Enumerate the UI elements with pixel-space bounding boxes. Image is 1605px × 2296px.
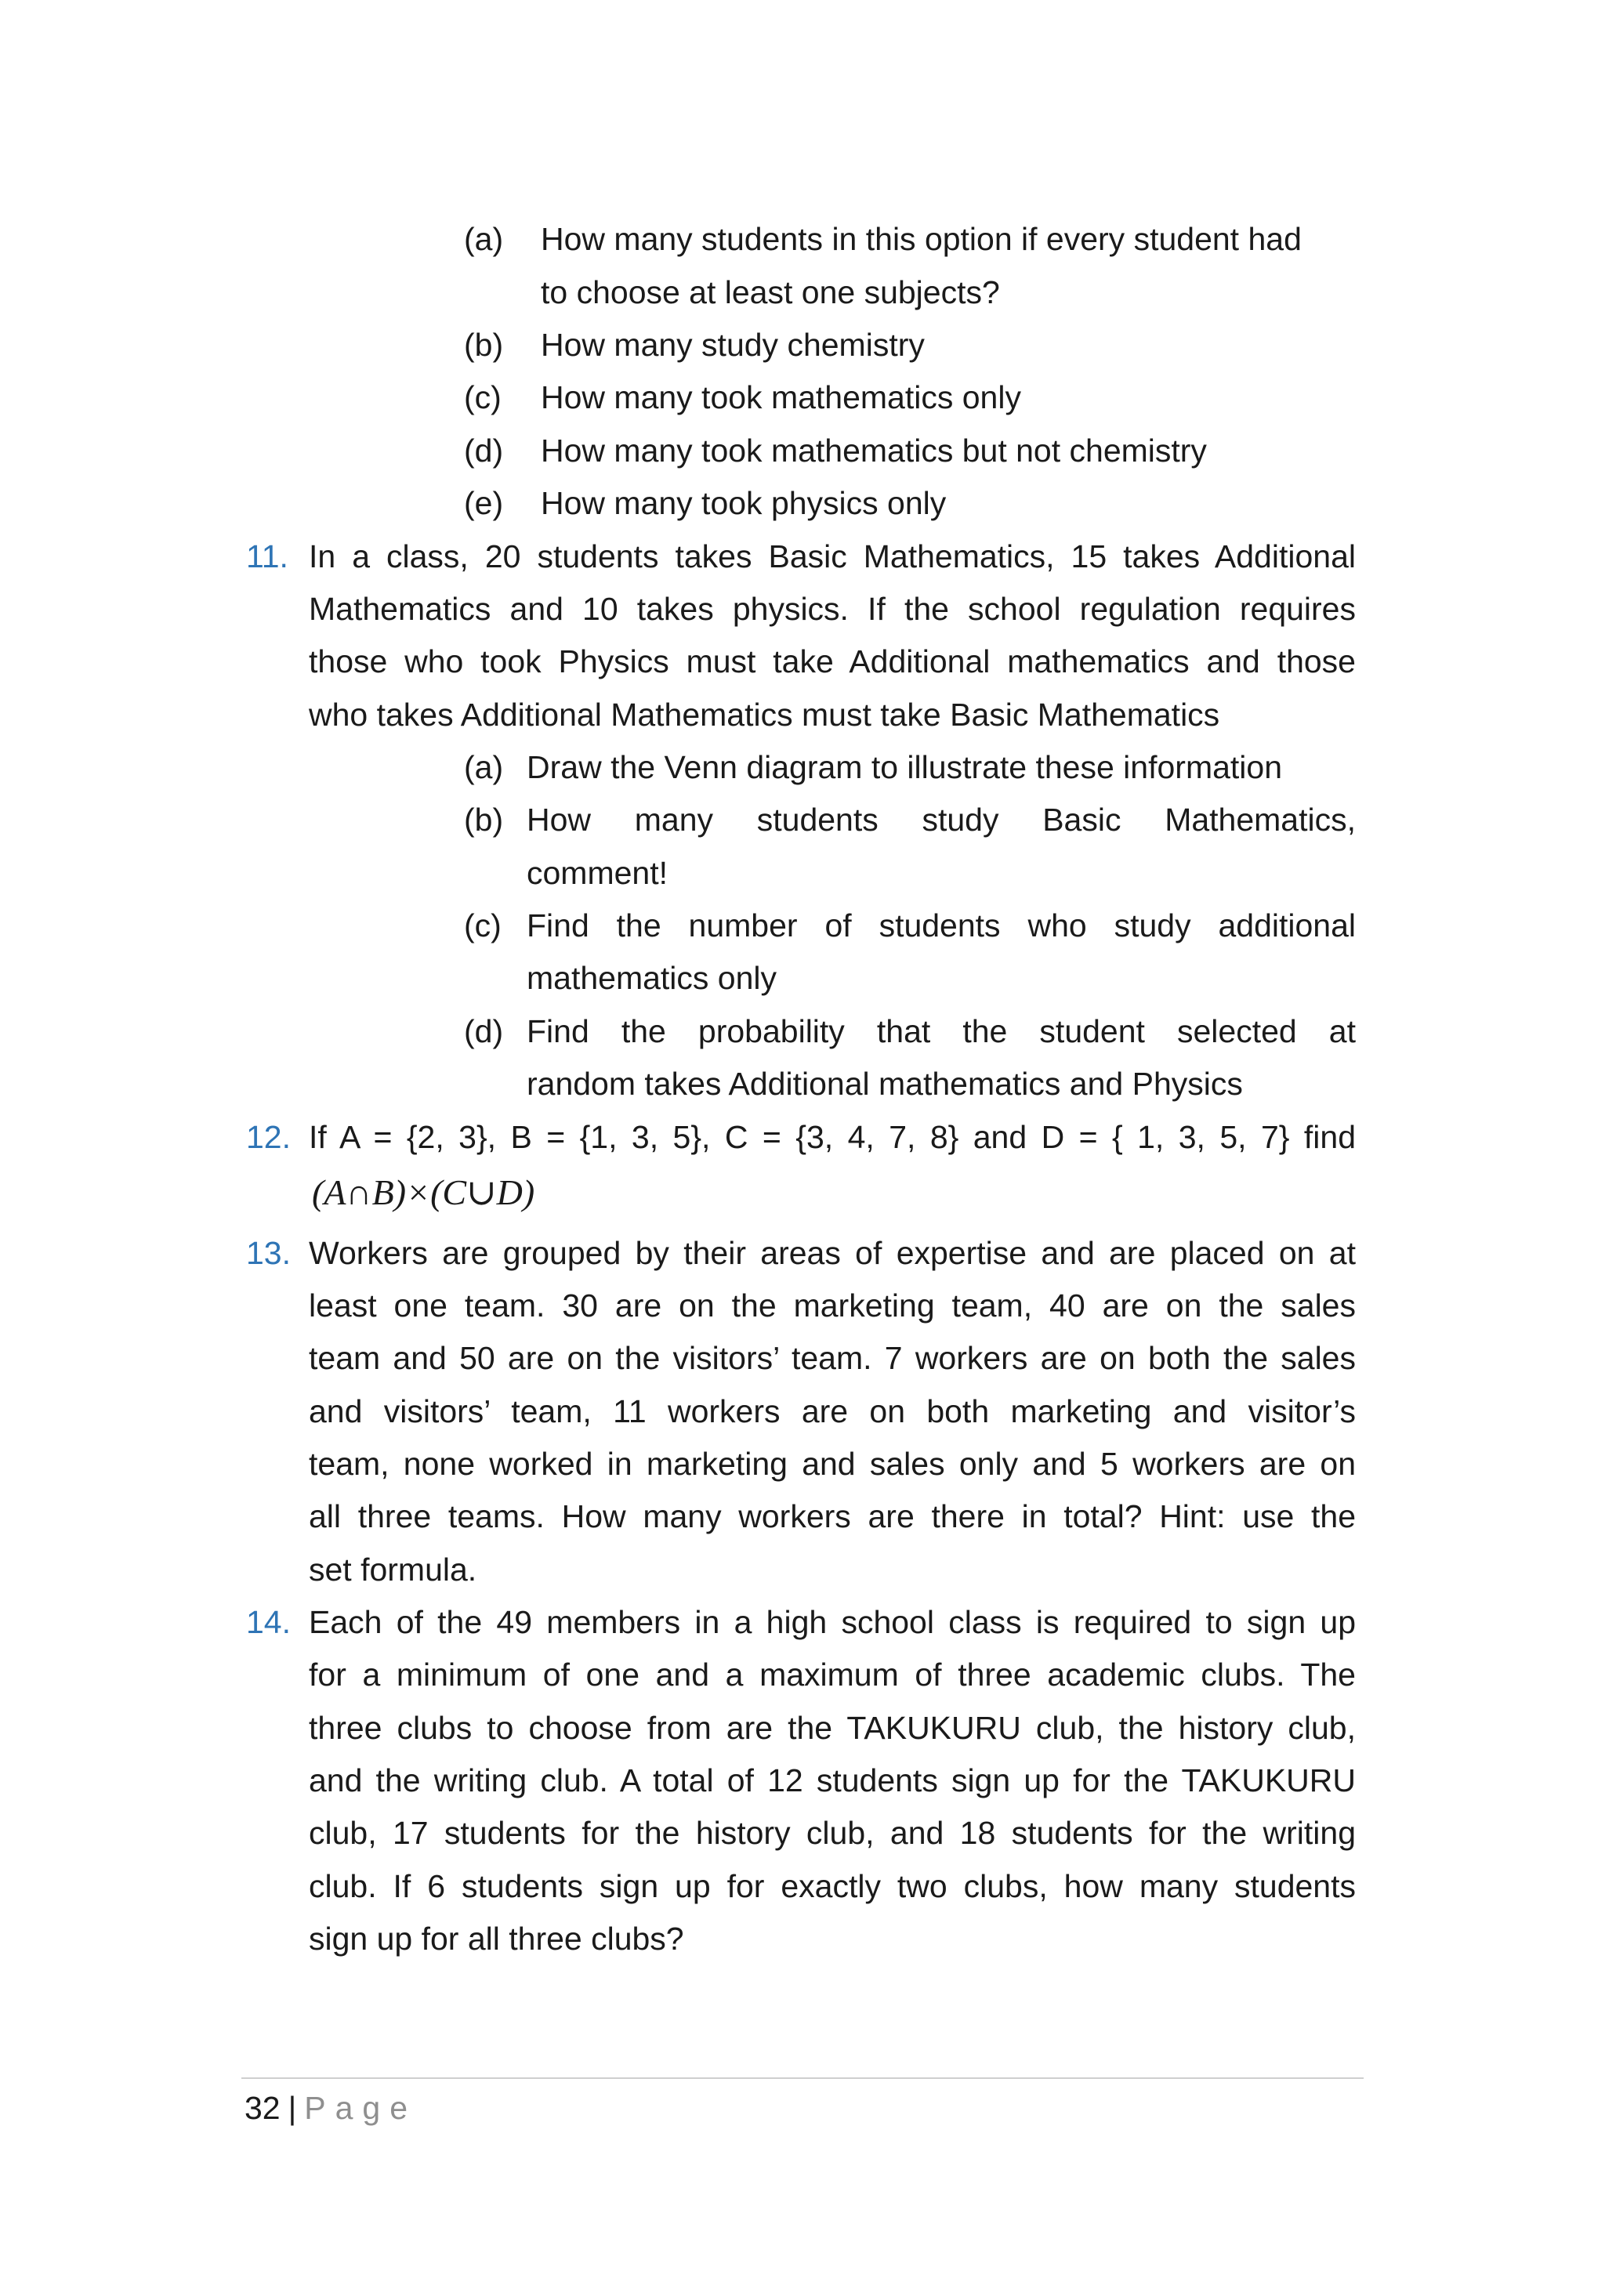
q10c-line-1: How many took mathematics only xyxy=(541,379,1021,415)
q13-line-5: team, none worked in marketing and sales only and 5 workers are on xyxy=(309,1446,1356,1482)
q10a-line-1: How many students in this option if every student had xyxy=(541,221,1302,257)
q11d-line-1: Find the probability that the student selected at xyxy=(527,1013,1356,1049)
q14-line-2: for a minimum of one and a maximum of three academic clubs. The xyxy=(309,1657,1356,1693)
q13-line-6: all three teams. How many workers are there in total? Hint: use the xyxy=(309,1498,1356,1534)
q13-line-2: least one team. 30 are on the marketing team, 40 are on the sales xyxy=(309,1287,1356,1324)
footer-separator: | xyxy=(288,2090,297,2126)
q11d-line-2: random takes Additional mathematics and Physics xyxy=(527,1066,1243,1102)
q11b-line-1: How many students study Basic Mathematics, xyxy=(527,802,1356,838)
q13-line-1: Workers are grouped by their areas of expertise and are placed on at xyxy=(309,1235,1356,1271)
q11-label-d: (d) xyxy=(464,1013,504,1049)
q12-number: 12. xyxy=(246,1119,291,1155)
q11-line-2: Mathematics and 10 takes physics. If the school regulation requires xyxy=(309,591,1356,627)
q13-number: 13. xyxy=(246,1235,291,1271)
q13-line-4: and visitors’ team, 11 workers are on both marketing and visitor’s xyxy=(309,1393,1356,1429)
q12-line-1: If A = {2, 3}, B = {1, 3, 5}, C = {3, 4, 7, 8} and D = { 1, 3, 5, 7} find xyxy=(309,1119,1356,1155)
q11-label-b: (b) xyxy=(464,802,504,838)
q11-line-4: who takes Additional Mathematics must take Basic Mathematics xyxy=(309,697,1220,733)
q14-line-3: three clubs to choose from are the TAKUKURU club, the history club, xyxy=(309,1710,1356,1746)
q14-line-7: sign up for all three clubs? xyxy=(309,1921,684,1957)
q11-label-a: (a) xyxy=(464,749,504,785)
q14-line-4: and the writing club. A total of 12 students sign up for the TAKUKURU xyxy=(309,1762,1356,1798)
q14-line-1: Each of the 49 members in a high school class is required to sign up xyxy=(309,1604,1356,1640)
q11-line-1: In a class, 20 students takes Basic Mathematics, 15 takes Additional xyxy=(309,538,1356,574)
q13-line-3: team and 50 are on the visitors’ team. 7 workers are on both the sales xyxy=(309,1340,1356,1376)
q10-label-a: (a) xyxy=(464,221,504,257)
page-footer xyxy=(245,2086,417,2130)
q14-number: 14. xyxy=(246,1604,291,1640)
q10-label-b: (b) xyxy=(464,327,504,363)
q10b-line-1: How many study chemistry xyxy=(541,327,925,363)
page-word: Page xyxy=(304,2090,418,2126)
q13-line-7: set formula. xyxy=(309,1552,477,1588)
q14-line-6: club. If 6 students sign up for exactly two clubs, how many students xyxy=(309,1868,1356,1904)
q14-line-5: club, 17 students for the history club, and 18 students for the writing xyxy=(309,1815,1356,1851)
q10e-line-1: How many took physics only xyxy=(541,485,947,521)
q12-formula: (A∩B)×(C∪D) xyxy=(312,1172,535,1212)
q10a-line-2: to choose at least one subjects? xyxy=(541,274,1000,310)
q11c-line-1: Find the number of students who study additional xyxy=(527,907,1356,943)
q10-label-d: (d) xyxy=(464,433,504,469)
page-number: 32 xyxy=(245,2090,281,2126)
q10-label-c: (c) xyxy=(464,379,502,415)
q11-label-c: (c) xyxy=(464,907,502,943)
q11a-line-1: Draw the Venn diagram to illustrate these information xyxy=(527,749,1283,785)
q11-line-3: those who took Physics must take Additional mathematics and those xyxy=(309,643,1356,679)
q10-label-e: (e) xyxy=(464,485,504,521)
q11-number: 11. xyxy=(246,538,288,574)
q11b-line-2: comment! xyxy=(527,855,668,891)
footer-divider xyxy=(241,2077,1364,2079)
q11c-line-2: mathematics only xyxy=(527,960,777,996)
q10d-line-1: How many took mathematics but not chemistry xyxy=(541,433,1207,469)
